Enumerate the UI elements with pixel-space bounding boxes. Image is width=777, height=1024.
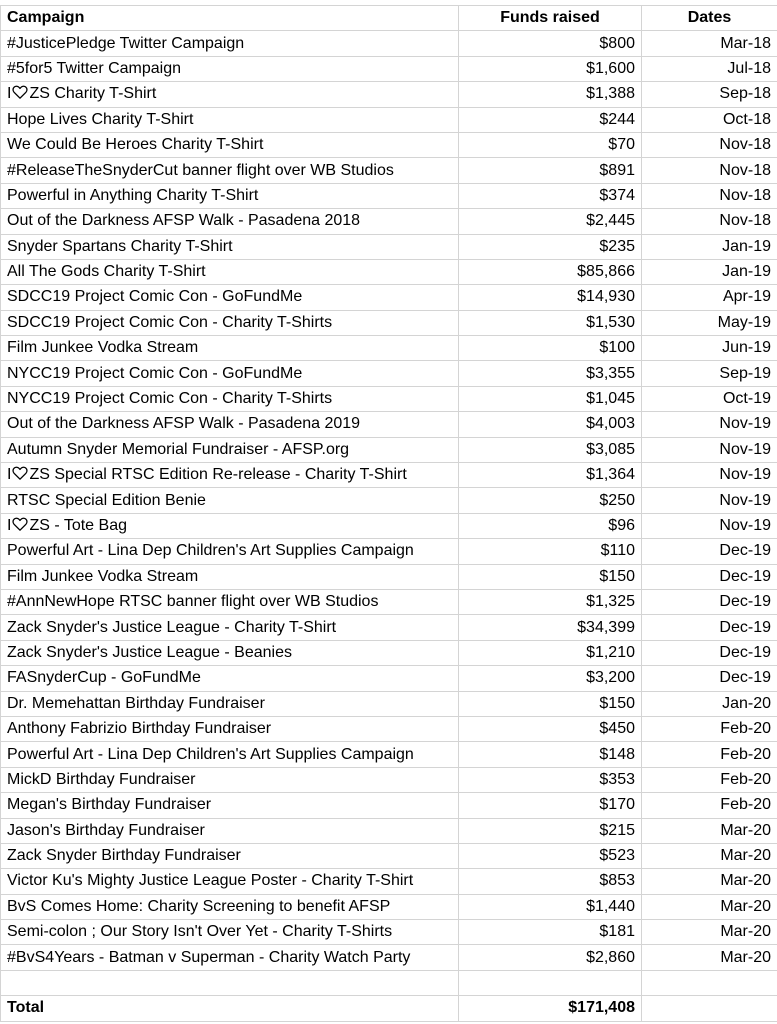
campaign-cell[interactable] bbox=[1, 539, 459, 564]
funds-cell[interactable]: $2,445 bbox=[459, 209, 642, 234]
campaign-text: Zack Snyder's Justice League - Beanies bbox=[7, 643, 292, 661]
date-cell[interactable]: Mar-20 bbox=[642, 945, 777, 970]
campaign-text: I bbox=[7, 517, 12, 534]
date-cell[interactable]: Nov-19 bbox=[642, 463, 777, 488]
campaign-text: Victor Ku's Mighty Justice League Poster - Charity T-Shirt bbox=[7, 872, 414, 890]
funds-cell[interactable]: $1,325 bbox=[459, 589, 642, 614]
date-cell[interactable]: Feb-20 bbox=[642, 793, 777, 818]
campaign-cell[interactable] bbox=[1, 336, 459, 361]
table-row bbox=[1, 209, 777, 234]
funds-cell[interactable]: $100 bbox=[459, 336, 642, 361]
funds-cell[interactable]: $3,085 bbox=[459, 437, 642, 462]
date-cell[interactable]: May-19 bbox=[642, 310, 777, 335]
campaign-text: Powerful Art - Lina Dep Children's Art Supplies Campaign bbox=[7, 542, 414, 560]
date-cell[interactable]: Feb-20 bbox=[642, 742, 777, 767]
campaign-cell[interactable] bbox=[1, 107, 459, 132]
campaign-cell[interactable] bbox=[1, 843, 459, 868]
date-cell[interactable]: Nov-19 bbox=[642, 437, 777, 462]
table-row bbox=[1, 56, 777, 81]
table-row bbox=[1, 539, 777, 564]
date-cell[interactable]: Nov-18 bbox=[642, 132, 777, 157]
funds-cell[interactable]: $14,930 bbox=[459, 285, 642, 310]
empty-cell[interactable] bbox=[1, 970, 459, 995]
campaign-text: Out of the Darkness AFSP Walk - Pasadena 2018 bbox=[7, 212, 361, 230]
table-row bbox=[1, 640, 777, 665]
funds-cell[interactable]: $148 bbox=[459, 742, 642, 767]
campaign-cell[interactable] bbox=[1, 234, 459, 259]
table-row bbox=[1, 818, 777, 843]
table-row bbox=[1, 437, 777, 462]
funds-cell[interactable]: $4,003 bbox=[459, 412, 642, 437]
campaign-cell[interactable] bbox=[1, 564, 459, 589]
funds-cell[interactable]: $3,355 bbox=[459, 361, 642, 386]
empty-cell[interactable] bbox=[642, 970, 777, 995]
funds-cell[interactable]: $181 bbox=[459, 920, 642, 945]
date-cell[interactable]: Oct-19 bbox=[642, 386, 777, 411]
campaign-text: Powerful in Anything Charity T-Shirt bbox=[7, 186, 259, 204]
total-amount[interactable]: $171,408 bbox=[459, 996, 642, 1021]
campaign-table bbox=[0, 5, 777, 1022]
campaign-text: #JusticePledge Twitter Campaign bbox=[7, 34, 245, 52]
date-cell[interactable]: Dec-19 bbox=[642, 640, 777, 665]
funds-cell[interactable]: $96 bbox=[459, 513, 642, 538]
date-cell[interactable]: Oct-18 bbox=[642, 107, 777, 132]
table-row bbox=[1, 412, 777, 437]
funds-cell[interactable]: $1,045 bbox=[459, 386, 642, 411]
campaign-cell[interactable] bbox=[1, 183, 459, 208]
header-dates[interactable]: Dates bbox=[642, 6, 777, 31]
campaign-cell[interactable] bbox=[1, 285, 459, 310]
table-row bbox=[1, 589, 777, 614]
campaign-text: #AnnNewHope RTSC banner flight over WB Studios bbox=[7, 593, 379, 611]
date-cell[interactable]: Jan-19 bbox=[642, 234, 777, 259]
campaign-cell[interactable] bbox=[1, 615, 459, 640]
table-row bbox=[1, 132, 777, 157]
campaign-text: Dr. Memehattan Birthday Fundraiser bbox=[7, 694, 265, 712]
table-row bbox=[1, 31, 777, 56]
empty-cell[interactable] bbox=[642, 996, 777, 1021]
table-row bbox=[1, 513, 777, 538]
empty-cell[interactable] bbox=[459, 970, 642, 995]
funds-cell[interactable]: $853 bbox=[459, 869, 642, 894]
campaign-cell[interactable] bbox=[1, 158, 459, 183]
campaign-text-suffix: ZS - Tote Bag bbox=[29, 517, 127, 534]
campaign-cell[interactable] bbox=[1, 513, 459, 538]
campaign-cell[interactable] bbox=[1, 894, 459, 919]
date-cell[interactable]: Mar-20 bbox=[642, 894, 777, 919]
table-row bbox=[1, 615, 777, 640]
campaign-text: Autumn Snyder Memorial Fundraiser - AFSP.org bbox=[7, 440, 350, 458]
funds-cell[interactable]: $523 bbox=[459, 843, 642, 868]
heart-outline-icon bbox=[12, 516, 28, 532]
campaign-cell[interactable] bbox=[1, 920, 459, 945]
campaign-text: #ReleaseTheSnyderCut banner flight over WB Studios bbox=[7, 161, 394, 179]
date-cell[interactable]: Nov-18 bbox=[642, 209, 777, 234]
table-row bbox=[1, 488, 777, 513]
date-cell[interactable]: Sep-19 bbox=[642, 361, 777, 386]
campaign-cell[interactable] bbox=[1, 742, 459, 767]
funds-cell[interactable]: $110 bbox=[459, 539, 642, 564]
campaign-text-suffix: ZS Charity T-Shirt bbox=[29, 85, 157, 103]
campaign-text: Zack Snyder's Justice League - Charity T-Shirt bbox=[7, 618, 337, 636]
date-cell[interactable]: Feb-20 bbox=[642, 716, 777, 741]
campaign-cell[interactable] bbox=[1, 56, 459, 81]
campaign-cell[interactable] bbox=[1, 691, 459, 716]
campaign-text: I bbox=[7, 85, 12, 103]
campaign-cell[interactable] bbox=[1, 463, 459, 488]
funds-cell[interactable]: $1,440 bbox=[459, 894, 642, 919]
date-cell[interactable]: Dec-19 bbox=[642, 615, 777, 640]
campaign-text: NYCC19 Project Comic Con - Charity T-Shirts bbox=[7, 390, 333, 408]
campaign-cell[interactable] bbox=[1, 716, 459, 741]
campaign-text: Out of the Darkness AFSP Walk - Pasadena 2019 bbox=[7, 415, 361, 433]
funds-cell[interactable]: $85,866 bbox=[459, 259, 642, 284]
total-row bbox=[1, 996, 777, 1021]
table-row bbox=[1, 945, 777, 970]
campaign-cell[interactable] bbox=[1, 259, 459, 284]
campaign-cell[interactable] bbox=[1, 488, 459, 513]
campaign-text: #BvS4Years - Batman v Superman - Charity Watch Party bbox=[7, 948, 411, 966]
campaign-cell[interactable] bbox=[1, 869, 459, 894]
table-row bbox=[1, 107, 777, 132]
date-cell[interactable]: Sep-18 bbox=[642, 82, 777, 107]
campaign-text: NYCC19 Project Comic Con - GoFundMe bbox=[7, 364, 303, 382]
campaign-text: Anthony Fabrizio Birthday Fundraiser bbox=[7, 720, 272, 738]
campaign-text: Film Junkee Vodka Stream bbox=[7, 567, 199, 585]
table-row bbox=[1, 386, 777, 411]
table-row bbox=[1, 894, 777, 919]
campaign-text-suffix: ZS Special RTSC Edition Re-release - Charity T-Shirt bbox=[29, 466, 407, 484]
campaign-cell[interactable] bbox=[1, 437, 459, 462]
campaign-text: SDCC19 Project Comic Con - Charity T-Shirts bbox=[7, 313, 333, 331]
date-cell[interactable]: Nov-19 bbox=[642, 513, 777, 538]
table-row bbox=[1, 285, 777, 310]
funds-cell[interactable]: $235 bbox=[459, 234, 642, 259]
date-cell[interactable]: Jul-18 bbox=[642, 56, 777, 81]
header-campaign[interactable]: Campaign bbox=[1, 6, 459, 31]
campaign-text: FASnyderCup - GoFundMe bbox=[7, 669, 201, 687]
date-cell[interactable]: Nov-19 bbox=[642, 412, 777, 437]
blank-row bbox=[1, 970, 777, 995]
date-cell[interactable]: Apr-19 bbox=[642, 285, 777, 310]
funds-cell[interactable]: $374 bbox=[459, 183, 642, 208]
campaign-cell[interactable] bbox=[1, 361, 459, 386]
funds-cell[interactable]: $1,600 bbox=[459, 56, 642, 81]
campaign-cell[interactable] bbox=[1, 82, 459, 107]
funds-cell[interactable]: $2,860 bbox=[459, 945, 642, 970]
campaign-cell[interactable] bbox=[1, 31, 459, 56]
table-row bbox=[1, 843, 777, 868]
date-cell[interactable]: Dec-19 bbox=[642, 564, 777, 589]
table-row bbox=[1, 793, 777, 818]
table-row bbox=[1, 869, 777, 894]
table-row bbox=[1, 666, 777, 691]
funds-cell[interactable]: $70 bbox=[459, 132, 642, 157]
heart-outline-icon bbox=[12, 84, 28, 100]
campaign-text: BvS Comes Home: Charity Screening to benefit AFSP bbox=[7, 897, 391, 915]
campaign-text: MickD Birthday Fundraiser bbox=[7, 770, 196, 788]
campaign-cell[interactable] bbox=[1, 666, 459, 691]
funds-cell[interactable]: $150 bbox=[459, 691, 642, 716]
funds-cell[interactable]: $215 bbox=[459, 818, 642, 843]
campaign-text: I bbox=[7, 466, 12, 484]
funds-cell[interactable]: $1,210 bbox=[459, 640, 642, 665]
campaign-cell[interactable] bbox=[1, 412, 459, 437]
funds-cell[interactable]: $450 bbox=[459, 716, 642, 741]
funds-cell[interactable]: $250 bbox=[459, 488, 642, 513]
table-row bbox=[1, 691, 777, 716]
total-label[interactable]: Total bbox=[1, 996, 459, 1021]
funds-cell[interactable]: $3,200 bbox=[459, 666, 642, 691]
campaign-cell[interactable] bbox=[1, 793, 459, 818]
date-cell[interactable]: Dec-19 bbox=[642, 666, 777, 691]
table-row bbox=[1, 742, 777, 767]
campaign-cell[interactable] bbox=[1, 640, 459, 665]
campaign-text: Snyder Spartans Charity T-Shirt bbox=[7, 237, 233, 255]
campaign-text: Zack Snyder Birthday Fundraiser bbox=[7, 847, 241, 865]
campaign-cell[interactable] bbox=[1, 209, 459, 234]
table-row bbox=[1, 234, 777, 259]
funds-cell[interactable]: $891 bbox=[459, 158, 642, 183]
date-cell[interactable]: Feb-20 bbox=[642, 767, 777, 792]
header-funds-raised[interactable]: Funds raised bbox=[459, 6, 642, 31]
date-cell[interactable]: Jun-19 bbox=[642, 336, 777, 361]
table-row bbox=[1, 716, 777, 741]
date-cell[interactable]: Mar-20 bbox=[642, 869, 777, 894]
table-row bbox=[1, 767, 777, 792]
campaign-cell[interactable] bbox=[1, 945, 459, 970]
date-cell[interactable]: Jan-20 bbox=[642, 691, 777, 716]
table-row bbox=[1, 183, 777, 208]
funds-cell[interactable]: $170 bbox=[459, 793, 642, 818]
campaign-text: Powerful Art - Lina Dep Children's Art Supplies Campaign bbox=[7, 745, 414, 763]
table-row bbox=[1, 361, 777, 386]
date-cell[interactable]: Mar-20 bbox=[642, 920, 777, 945]
table-row bbox=[1, 158, 777, 183]
funds-cell[interactable]: $1,530 bbox=[459, 310, 642, 335]
campaign-text: Film Junkee Vodka Stream bbox=[7, 339, 199, 357]
campaign-text: RTSC Special Edition Benie bbox=[7, 491, 206, 509]
funds-cell[interactable]: $34,399 bbox=[459, 615, 642, 640]
date-cell[interactable]: Nov-19 bbox=[642, 488, 777, 513]
date-cell[interactable]: Mar-18 bbox=[642, 31, 777, 56]
campaign-cell[interactable] bbox=[1, 132, 459, 157]
campaign-text: Semi-colon ; Our Story Isn't Over Yet - Charity T-Shirts bbox=[7, 923, 393, 941]
table-row bbox=[1, 82, 777, 107]
campaign-text: Jason's Birthday Fundraiser bbox=[7, 821, 205, 839]
campaign-text: SDCC19 Project Comic Con - GoFundMe bbox=[7, 288, 303, 306]
campaign-cell[interactable] bbox=[1, 386, 459, 411]
campaign-text: We Could Be Heroes Charity T-Shirt bbox=[7, 136, 264, 154]
funds-cell[interactable]: $1,388 bbox=[459, 82, 642, 107]
campaign-cell[interactable] bbox=[1, 589, 459, 614]
date-cell[interactable]: Mar-20 bbox=[642, 818, 777, 843]
table-row bbox=[1, 336, 777, 361]
header-row bbox=[1, 6, 777, 31]
date-cell[interactable]: Dec-19 bbox=[642, 589, 777, 614]
table-row bbox=[1, 920, 777, 945]
funds-cell[interactable]: $150 bbox=[459, 564, 642, 589]
funds-cell[interactable]: $244 bbox=[459, 107, 642, 132]
campaign-text: Megan's Birthday Fundraiser bbox=[7, 796, 212, 814]
date-cell[interactable]: Mar-20 bbox=[642, 843, 777, 868]
date-cell[interactable]: Jan-19 bbox=[642, 259, 777, 284]
campaign-text: #5for5 Twitter Campaign bbox=[7, 59, 182, 77]
table-row bbox=[1, 310, 777, 335]
funds-cell[interactable]: $1,364 bbox=[459, 463, 642, 488]
date-cell[interactable]: Nov-18 bbox=[642, 183, 777, 208]
date-cell[interactable]: Nov-18 bbox=[642, 158, 777, 183]
funds-cell[interactable]: $353 bbox=[459, 767, 642, 792]
funds-cell[interactable]: $800 bbox=[459, 31, 642, 56]
table-row bbox=[1, 259, 777, 284]
table-row bbox=[1, 564, 777, 589]
campaign-text: Hope Lives Charity T-Shirt bbox=[7, 110, 194, 128]
campaign-cell[interactable] bbox=[1, 818, 459, 843]
campaign-cell[interactable] bbox=[1, 310, 459, 335]
campaign-text: All The Gods Charity T-Shirt bbox=[7, 263, 206, 281]
campaign-cell[interactable] bbox=[1, 767, 459, 792]
table-row bbox=[1, 463, 777, 488]
date-cell[interactable]: Dec-19 bbox=[642, 539, 777, 564]
heart-outline-icon bbox=[12, 465, 28, 481]
